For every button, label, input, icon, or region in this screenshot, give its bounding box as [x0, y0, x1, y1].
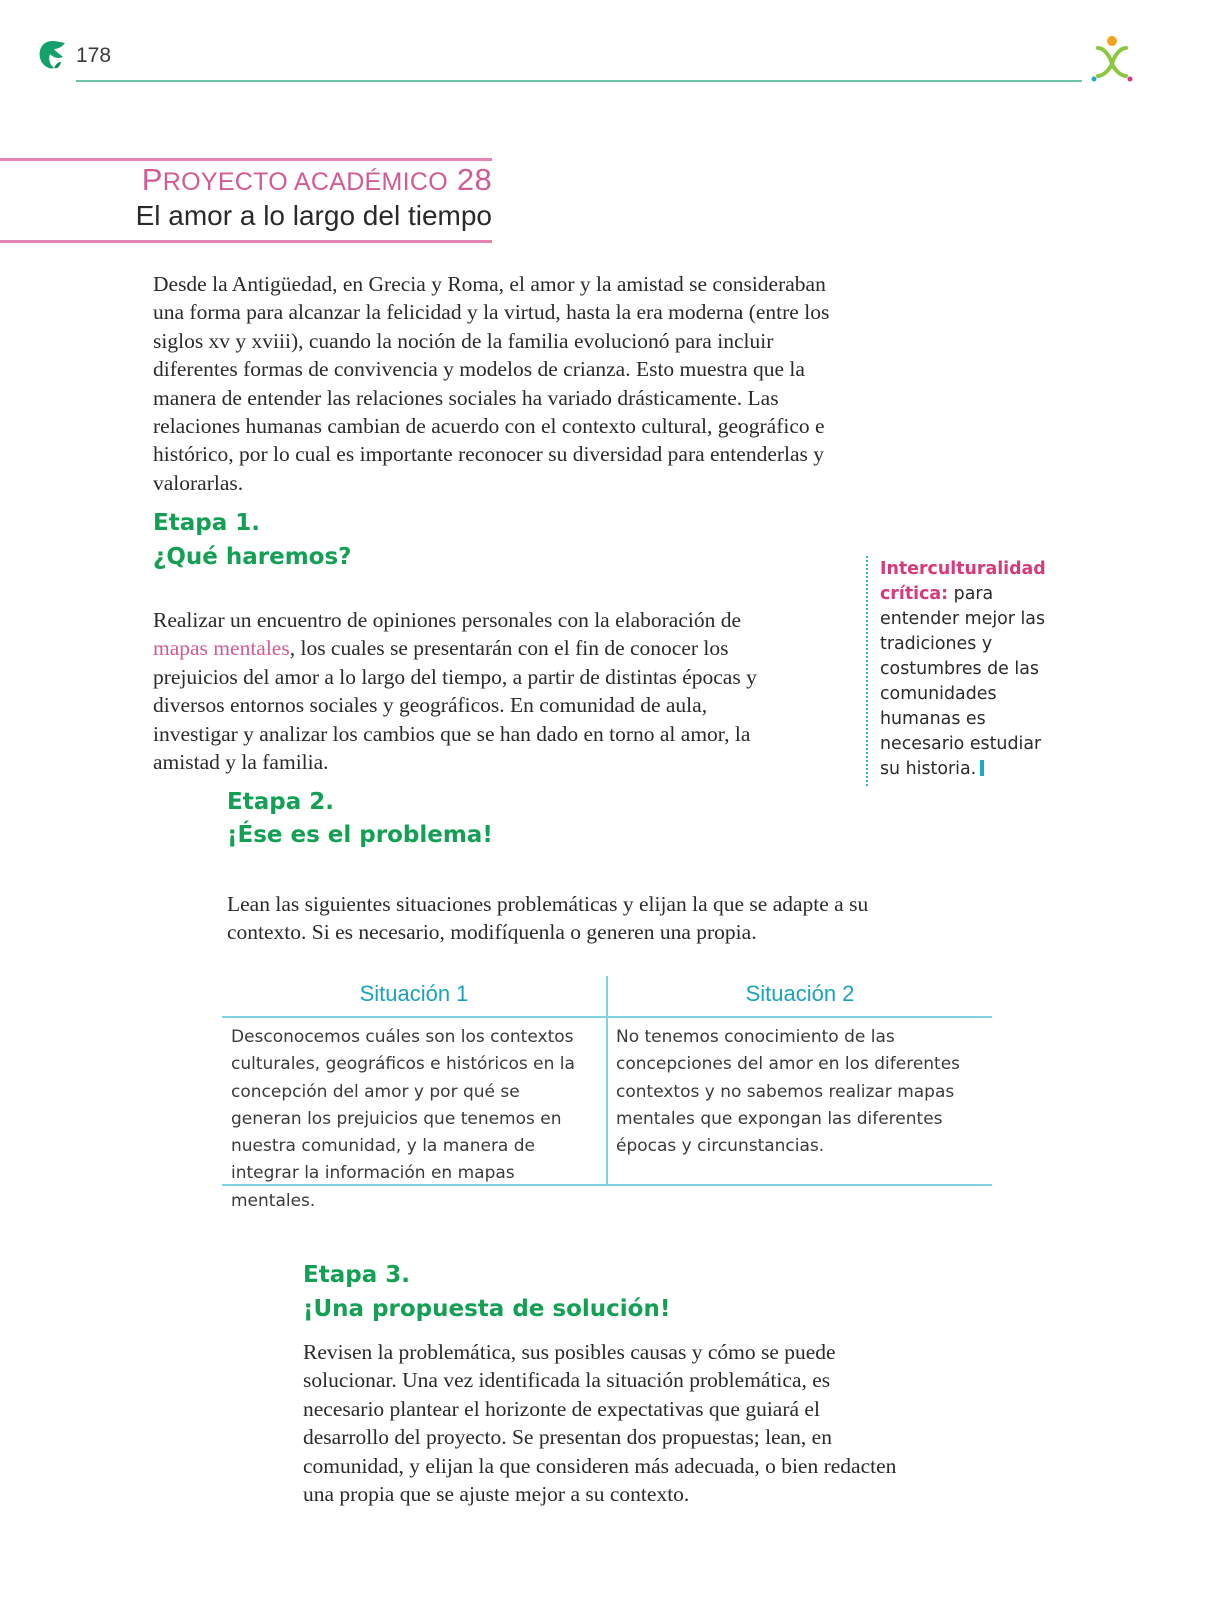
- sidebar-text: para entender mejor las tradiciones y costumbres de las comunidades humanas es necesario estudiar su historia.: [880, 584, 1046, 779]
- sidebar-dotted-rule: [866, 556, 868, 786]
- etapa2-title: ¡Ése es el problema!: [227, 822, 493, 848]
- table-divider-bottom: [222, 1184, 992, 1186]
- page-number: 178: [76, 44, 112, 67]
- sidebar-note: [880, 557, 1066, 782]
- sidebar-term: Interculturalidad crítica:: [880, 559, 1046, 604]
- etapa2-number: Etapa 2.: [227, 789, 334, 815]
- leaf-icon: [36, 38, 68, 72]
- end-mark-icon: [980, 760, 984, 776]
- etapa1-number: Etapa 1.: [153, 510, 260, 536]
- intro-paragraph: Desde la Antigüedad, en Grecia y Roma, el amor y la amistad se consideraban una forma para alcanzar la felicidad y la virtud, hasta la era moderna (entre los siglos xv y xviii), cuando la noción de la familia evolucionó para incluir diferentes formas de convivencia y modelos de crianza. Esto muestra que la manera de entender las relaciones sociales ha variado drásticamente. Las relaciones humanas cambian de acuerdo con el contexto cultural, geográfico e histórico, por lo cual es importante reconocer su diversidad para entenderlas y valorarlas.: [153, 272, 830, 495]
- etapa3-number: Etapa 3.: [303, 1262, 410, 1288]
- title-rule-top: [0, 158, 492, 161]
- etapa3-title: ¡Una propuesta de solución!: [303, 1296, 671, 1322]
- etapa2-paragraph: Lean las siguientes situaciones problemáticas y elijan la que se adapte a su contexto. Si es necesario, modifíquenla o generen una propia.: [227, 892, 869, 945]
- project-label: PROYECTO ACADÉMICO 28: [141, 162, 492, 197]
- etapa1-title: ¿Qué haremos?: [153, 544, 352, 570]
- title-rule-bottom: [0, 240, 492, 243]
- brand-logo-icon: [1086, 32, 1142, 86]
- etapa3-paragraph: Revisen la problemática, sus posibles causas y cómo se puede solucionar. Una vez identificada la situación problemática, es necesario plantear el horizonte de expectativas que guiará el desarrollo del proyecto. Se presentan dos propuestas; lean, en comunidad, y elijan la que consideren más adecuada, o bien redacten una propia que se ajuste mejor a su contexto.: [303, 1340, 897, 1507]
- project-title: El amor a lo largo del tiempo: [135, 200, 492, 231]
- situation-2-header: Situación 2: [745, 981, 855, 1006]
- table-divider-vertical: [606, 976, 608, 1184]
- etapa1-paragraph: Realizar un encuentro de opiniones personales con la elaboración de mapas mentales, los cuales se presentarán con el fin de conocer los prejuicios del amor a lo largo del tiempo, a partir de distintas épocas y diversos entornos sociales y geográficos. En comunidad de aula, investigar y analizar los cambios que se han dado en torno al amor, la amistad y la familia.: [153, 608, 757, 775]
- situation-1-header: Situación 1: [359, 981, 469, 1006]
- situation-1-text: Desconocemos cuáles son los contextos culturales, geográficos e históricos en la concepción del amor y por qué se generan los prejuicios que tenemos en nuestra comunidad, y la manera de integrar la información en mapas mentales.: [231, 1027, 575, 1211]
- mapas-mentales-link[interactable]: mapas mentales: [153, 636, 290, 661]
- situations-table: [222, 976, 992, 1211]
- situation-2-text: No tenemos conocimiento de las concepciones del amor en los diferentes contextos y no sabemos realizar mapas mentales que expongan las diferentes épocas y circunstancias.: [616, 1027, 961, 1157]
- header-rule: [76, 80, 1082, 82]
